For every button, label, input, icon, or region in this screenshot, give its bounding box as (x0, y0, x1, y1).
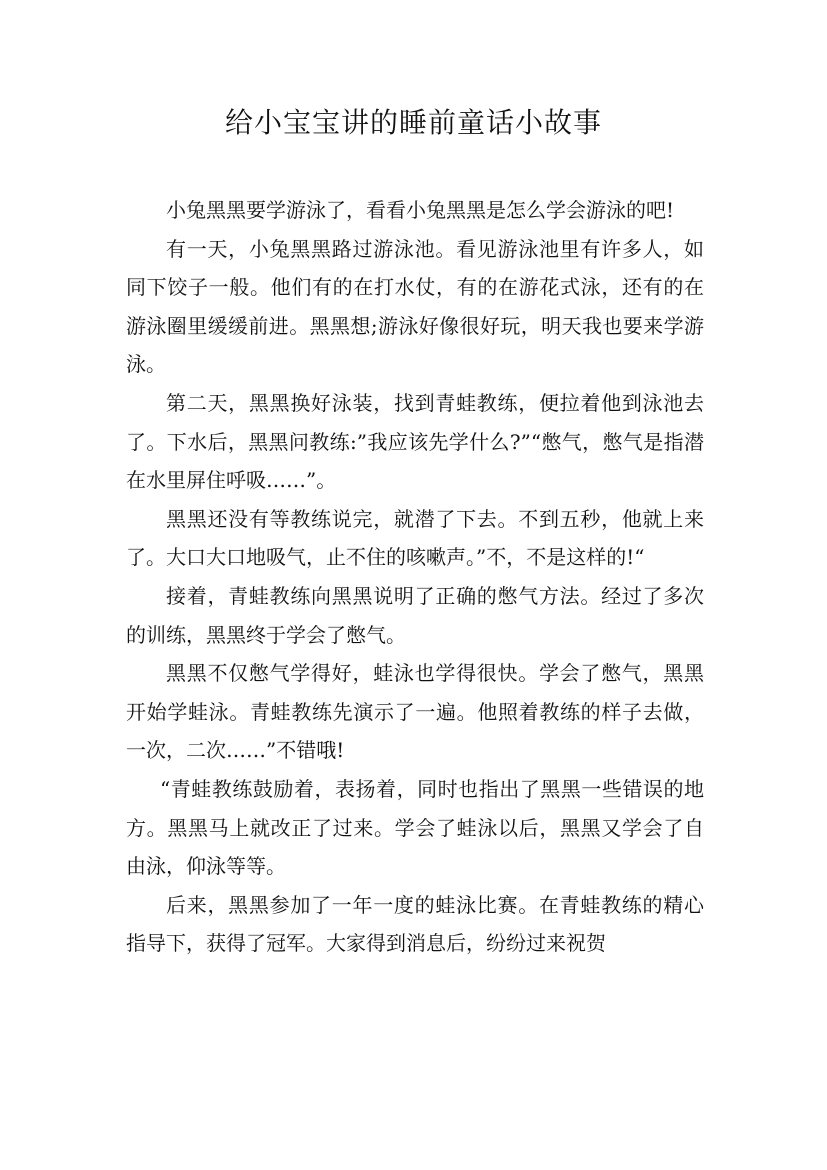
paragraph-2: 有一天，小兔黑黑路过游泳池。看见游泳池里有许多人，如同下饺子一般。他们有的在打水仗，有的在游花式泳，还有的在游泳圈里缓缓前进。黑黑想;游泳好像很好玩，明天我也要来学游泳。 (126, 236, 704, 377)
paragraph-5: 接着，青蛙教练向黑黑说明了正确的憋气方法。经过了多次的训练，黑黑终于学会了憋气。 (126, 583, 704, 647)
paragraph-1: 小兔黑黑要学游泳了，看看小兔黑黑是怎么学会游泳的吧! (166, 198, 675, 222)
paragraph-6: 黑黑不仅憋气学得好，蛙泳也学得很快。学会了憋气，黑黑开始学蛙泳。青蛙教练先演示了一遍。他照着教练的样子去做，一次，二次……”不错哦! (126, 661, 704, 763)
paragraph-3: 第二天，黑黑换好泳装，找到青蛙教练，便拉着他到泳池去了。下水后，黑黑问教练:”我应该先学什么?”“憋气，憋气是指潜在水里屏住呼吸……”。 (126, 390, 704, 493)
story-body (126, 191, 704, 963)
paragraph-8: 后来，黑黑参加了一年一度的蛙泳比赛。在青蛙教练的精心指导下，获得了冠军。大家得到消息后，纷纷过来祝贺 (126, 892, 704, 956)
document-title: 给小宝宝讲的睡前童话小故事 (224, 106, 602, 139)
paragraph-4: 黑黑还没有等教练说完，就潜了下去。不到五秒，他就上来了。大口大口地吸气，止不住的咳嗽声。”不，不是这样的!“ (126, 506, 704, 570)
paragraph-7: “青蛙教练鼓励着，表扬着，同时也指出了黑黑一些错误的地方。黑黑马上就改正了过来。学会了蛙泳以后，黑黑又学会了自由泳，仰泳等等。 (126, 776, 704, 879)
